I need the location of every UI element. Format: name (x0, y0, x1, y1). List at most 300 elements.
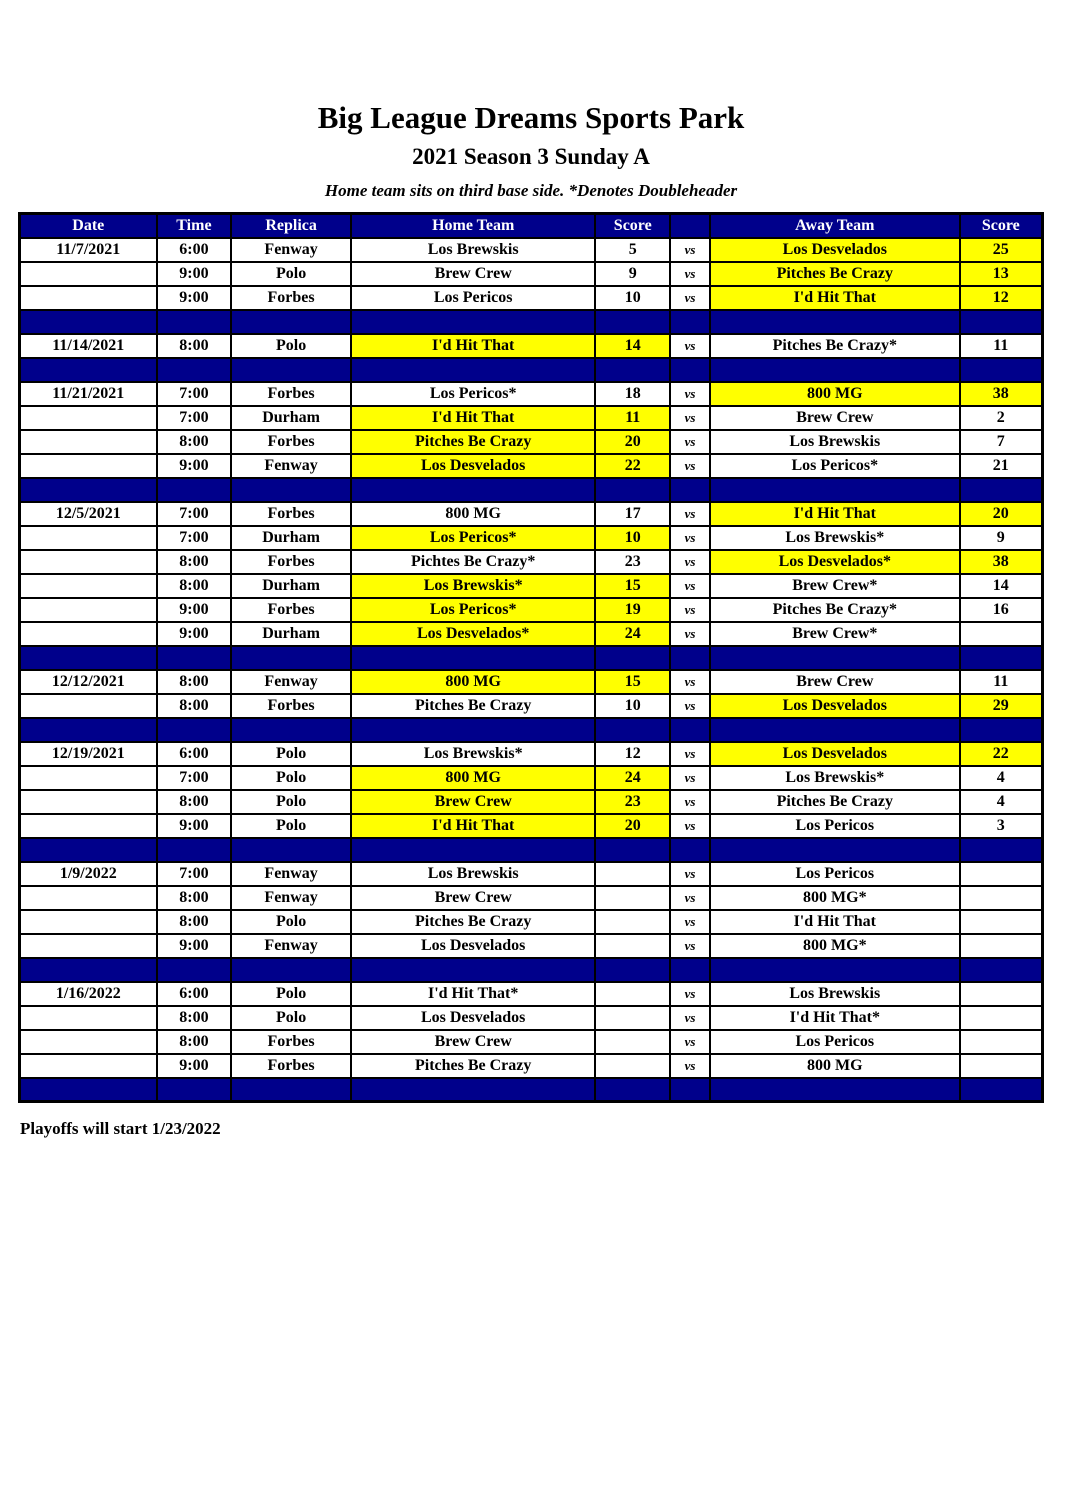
replica-cell: Polo (231, 982, 351, 1006)
separator-cell (351, 838, 595, 862)
home-score-cell (595, 1030, 670, 1054)
away-score-cell: 20 (960, 502, 1043, 526)
time-cell: 9:00 (157, 286, 232, 310)
game-row (20, 814, 1043, 838)
vs-cell: vs (670, 982, 710, 1006)
separator-cell (670, 1078, 710, 1102)
separator-row (20, 478, 1043, 502)
date-cell (20, 934, 157, 958)
date-cell (20, 574, 157, 598)
vs-cell: vs (670, 334, 710, 358)
home-team-cell: Los Pericos (351, 286, 595, 310)
game-row (20, 262, 1043, 286)
time-cell: 7:00 (157, 502, 232, 526)
schedule-body (20, 238, 1043, 1102)
away-score-cell: 38 (960, 550, 1043, 574)
date-cell (20, 598, 157, 622)
separator-cell (231, 478, 351, 502)
time-cell: 7:00 (157, 382, 232, 406)
time-cell: 8:00 (157, 1030, 232, 1054)
game-row (20, 766, 1043, 790)
vs-cell: vs (670, 622, 710, 646)
separator-cell (595, 958, 670, 982)
separator-cell (595, 310, 670, 334)
separator-cell (351, 646, 595, 670)
separator-cell (231, 958, 351, 982)
home-team-cell: Los Brewskis (351, 238, 595, 262)
time-cell: 8:00 (157, 886, 232, 910)
separator-cell (960, 1078, 1043, 1102)
replica-cell: Durham (231, 406, 351, 430)
home-team-cell: Pitches Be Crazy (351, 694, 595, 718)
replica-cell: Polo (231, 262, 351, 286)
home-team-cell: Brew Crew (351, 790, 595, 814)
away-team-cell: Los Desvelados* (710, 550, 960, 574)
away-score-cell: 22 (960, 742, 1043, 766)
game-row (20, 430, 1043, 454)
separator-cell (710, 478, 960, 502)
separator-cell (20, 838, 157, 862)
separator-cell (960, 310, 1043, 334)
separator-cell (20, 478, 157, 502)
home-score-cell: 15 (595, 574, 670, 598)
home-score-cell: 23 (595, 790, 670, 814)
game-row (20, 406, 1043, 430)
away-score-cell: 29 (960, 694, 1043, 718)
away-score-cell: 4 (960, 766, 1043, 790)
away-score-cell (960, 982, 1043, 1006)
replica-cell: Fenway (231, 238, 351, 262)
home-team-cell: I'd Hit That* (351, 982, 595, 1006)
game-row (20, 1030, 1043, 1054)
home-score-cell: 24 (595, 622, 670, 646)
col-header-replica: Replica (231, 214, 351, 238)
separator-cell (20, 646, 157, 670)
replica-cell: Forbes (231, 550, 351, 574)
away-team-cell: Los Desvelados (710, 238, 960, 262)
separator-cell (231, 1078, 351, 1102)
home-score-cell: 18 (595, 382, 670, 406)
home-team-cell: I'd Hit That (351, 406, 595, 430)
vs-cell: vs (670, 862, 710, 886)
away-score-cell: 25 (960, 238, 1043, 262)
date-cell (20, 622, 157, 646)
separator-cell (595, 838, 670, 862)
separator-cell (670, 718, 710, 742)
game-row (20, 286, 1043, 310)
separator-cell (710, 310, 960, 334)
home-score-cell: 10 (595, 694, 670, 718)
away-team-cell: Los Desvelados (710, 742, 960, 766)
vs-cell: vs (670, 670, 710, 694)
date-cell (20, 790, 157, 814)
home-score-cell (595, 1006, 670, 1030)
separator-cell (670, 838, 710, 862)
replica-cell: Fenway (231, 886, 351, 910)
away-score-cell: 16 (960, 598, 1043, 622)
vs-cell: vs (670, 574, 710, 598)
replica-cell: Polo (231, 910, 351, 934)
col-header-vs (670, 214, 710, 238)
col-header-away-team: Away Team (710, 214, 960, 238)
time-cell: 8:00 (157, 910, 232, 934)
home-score-cell: 22 (595, 454, 670, 478)
playoffs-note: Playoffs will start 1/23/2022 (20, 1119, 221, 1139)
replica-cell: Polo (231, 790, 351, 814)
separator-cell (710, 718, 960, 742)
time-cell: 9:00 (157, 598, 232, 622)
separator-cell (960, 478, 1043, 502)
time-cell: 7:00 (157, 862, 232, 886)
vs-cell: vs (670, 742, 710, 766)
away-score-cell: 4 (960, 790, 1043, 814)
away-score-cell: 13 (960, 262, 1043, 286)
time-cell: 8:00 (157, 334, 232, 358)
vs-cell: vs (670, 934, 710, 958)
col-header-home-team: Home Team (351, 214, 595, 238)
schedule-table (18, 212, 1044, 1103)
home-score-cell: 24 (595, 766, 670, 790)
time-cell: 6:00 (157, 742, 232, 766)
separator-row (20, 310, 1043, 334)
away-team-cell: Los Brewskis* (710, 526, 960, 550)
replica-cell: Durham (231, 622, 351, 646)
page-title: Big League Dreams Sports Park (317, 100, 745, 135)
separator-row (20, 1078, 1043, 1102)
separator-cell (595, 718, 670, 742)
separator-row (20, 358, 1043, 382)
replica-cell: Forbes (231, 694, 351, 718)
vs-cell: vs (670, 886, 710, 910)
replica-cell: Fenway (231, 934, 351, 958)
away-score-cell: 21 (960, 454, 1043, 478)
away-team-cell: Los Brewskis (710, 430, 960, 454)
replica-cell: Fenway (231, 454, 351, 478)
separator-cell (157, 718, 232, 742)
away-team-cell: 800 MG (710, 1054, 960, 1078)
game-row (20, 694, 1043, 718)
separator-cell (231, 646, 351, 670)
home-team-cell: Los Pericos* (351, 526, 595, 550)
away-score-cell: 11 (960, 670, 1043, 694)
game-row (20, 574, 1043, 598)
date-cell (20, 262, 157, 286)
separator-cell (351, 310, 595, 334)
separator-cell (20, 958, 157, 982)
away-score-cell: 2 (960, 406, 1043, 430)
home-team-cell: I'd Hit That (351, 814, 595, 838)
time-cell: 9:00 (157, 454, 232, 478)
vs-cell: vs (670, 286, 710, 310)
date-cell (20, 910, 157, 934)
game-row (20, 454, 1043, 478)
time-cell: 8:00 (157, 550, 232, 574)
home-score-cell: 14 (595, 334, 670, 358)
away-score-cell (960, 934, 1043, 958)
home-team-cell: I'd Hit That (351, 334, 595, 358)
away-team-cell: I'd Hit That* (710, 1006, 960, 1030)
home-score-cell: 20 (595, 430, 670, 454)
away-team-cell: I'd Hit That (710, 910, 960, 934)
date-cell: 12/12/2021 (20, 670, 157, 694)
game-row (20, 982, 1043, 1006)
game-row (20, 502, 1043, 526)
vs-cell: vs (670, 766, 710, 790)
separator-cell (670, 358, 710, 382)
vs-cell: vs (670, 694, 710, 718)
home-score-cell: 10 (595, 526, 670, 550)
separator-row (20, 838, 1043, 862)
away-team-cell: Pitches Be Crazy (710, 790, 960, 814)
home-team-cell: Los Desvelados (351, 1006, 595, 1030)
header-row (20, 214, 1043, 238)
game-row (20, 382, 1043, 406)
replica-cell: Fenway (231, 670, 351, 694)
date-cell (20, 814, 157, 838)
separator-cell (20, 358, 157, 382)
game-row (20, 1054, 1043, 1078)
time-cell: 8:00 (157, 1006, 232, 1030)
game-row (20, 934, 1043, 958)
time-cell: 8:00 (157, 430, 232, 454)
replica-cell: Durham (231, 574, 351, 598)
vs-cell: vs (670, 454, 710, 478)
separator-cell (670, 646, 710, 670)
time-cell: 7:00 (157, 406, 232, 430)
home-team-cell: 800 MG (351, 766, 595, 790)
away-team-cell: Pitches Be Crazy* (710, 598, 960, 622)
vs-cell: vs (670, 238, 710, 262)
game-row (20, 1006, 1043, 1030)
away-score-cell: 11 (960, 334, 1043, 358)
separator-cell (670, 310, 710, 334)
separator-cell (20, 1078, 157, 1102)
game-row (20, 622, 1043, 646)
date-cell (20, 1054, 157, 1078)
time-cell: 7:00 (157, 526, 232, 550)
separator-cell (351, 1078, 595, 1102)
separator-cell (157, 358, 232, 382)
replica-cell: Polo (231, 742, 351, 766)
game-row (20, 526, 1043, 550)
replica-cell: Polo (231, 334, 351, 358)
date-cell (20, 550, 157, 574)
separator-cell (595, 646, 670, 670)
home-team-cell: Los Pericos* (351, 382, 595, 406)
date-cell (20, 430, 157, 454)
home-score-cell (595, 886, 670, 910)
time-cell: 9:00 (157, 1054, 232, 1078)
away-score-cell: 7 (960, 430, 1043, 454)
away-team-cell: Los Desvelados (710, 694, 960, 718)
away-team-cell: Pitches Be Crazy* (710, 334, 960, 358)
home-score-cell: 9 (595, 262, 670, 286)
separator-cell (710, 358, 960, 382)
separator-cell (231, 718, 351, 742)
date-cell (20, 1006, 157, 1030)
vs-cell: vs (670, 1030, 710, 1054)
separator-row (20, 646, 1043, 670)
home-team-cell: Brew Crew (351, 886, 595, 910)
home-score-cell: 10 (595, 286, 670, 310)
separator-cell (670, 478, 710, 502)
home-score-cell (595, 982, 670, 1006)
date-cell (20, 454, 157, 478)
time-cell: 6:00 (157, 238, 232, 262)
home-team-cell: Los Desvelados (351, 454, 595, 478)
separator-cell (595, 1078, 670, 1102)
replica-cell: Forbes (231, 430, 351, 454)
home-team-cell: Los Brewskis* (351, 742, 595, 766)
date-cell: 11/21/2021 (20, 382, 157, 406)
date-cell: 12/19/2021 (20, 742, 157, 766)
vs-cell: vs (670, 814, 710, 838)
separator-cell (595, 358, 670, 382)
date-cell: 12/5/2021 (20, 502, 157, 526)
home-score-cell: 17 (595, 502, 670, 526)
separator-cell (710, 838, 960, 862)
vs-cell: vs (670, 1054, 710, 1078)
separator-cell (351, 478, 595, 502)
away-team-cell: 800 MG* (710, 934, 960, 958)
page-subtitle: 2021 Season 3 Sunday A (412, 144, 650, 170)
away-team-cell: Brew Crew (710, 406, 960, 430)
away-team-cell: 800 MG (710, 382, 960, 406)
replica-cell: Durham (231, 526, 351, 550)
home-score-cell (595, 934, 670, 958)
home-team-cell: Pitches Be Crazy (351, 1054, 595, 1078)
home-team-cell: Pichtes Be Crazy* (351, 550, 595, 574)
home-score-cell (595, 1054, 670, 1078)
date-cell (20, 406, 157, 430)
away-team-cell: Los Pericos (710, 1030, 960, 1054)
date-cell (20, 766, 157, 790)
date-cell: 11/14/2021 (20, 334, 157, 358)
col-header-away-score: Score (960, 214, 1043, 238)
time-cell: 8:00 (157, 790, 232, 814)
vs-cell: vs (670, 406, 710, 430)
header-block (18, 101, 1044, 201)
away-score-cell: 14 (960, 574, 1043, 598)
game-row (20, 790, 1043, 814)
home-score-cell: 11 (595, 406, 670, 430)
home-score-cell (595, 862, 670, 886)
away-score-cell: 3 (960, 814, 1043, 838)
away-team-cell: Los Brewskis (710, 982, 960, 1006)
date-cell: 1/9/2022 (20, 862, 157, 886)
away-score-cell: 38 (960, 382, 1043, 406)
vs-cell: vs (670, 550, 710, 574)
away-team-cell: I'd Hit That (710, 286, 960, 310)
separator-cell (351, 358, 595, 382)
time-cell: 8:00 (157, 670, 232, 694)
home-team-cell: Los Pericos* (351, 598, 595, 622)
away-team-cell: Brew Crew* (710, 622, 960, 646)
away-team-cell: Pitches Be Crazy (710, 262, 960, 286)
separator-row (20, 718, 1043, 742)
away-score-cell: 9 (960, 526, 1043, 550)
game-row (20, 862, 1043, 886)
away-score-cell (960, 910, 1043, 934)
vs-cell: vs (670, 430, 710, 454)
separator-row (20, 958, 1043, 982)
vs-cell: vs (670, 526, 710, 550)
home-team-cell: 800 MG (351, 670, 595, 694)
separator-cell (960, 838, 1043, 862)
separator-cell (670, 958, 710, 982)
away-score-cell (960, 1030, 1043, 1054)
vs-cell: vs (670, 502, 710, 526)
time-cell: 8:00 (157, 694, 232, 718)
home-team-cell: Pitches Be Crazy (351, 910, 595, 934)
vs-cell: vs (670, 262, 710, 286)
separator-cell (157, 838, 232, 862)
separator-cell (960, 358, 1043, 382)
separator-cell (960, 646, 1043, 670)
col-header-home-score: Score (595, 214, 670, 238)
away-team-cell: Brew Crew* (710, 574, 960, 598)
separator-cell (351, 718, 595, 742)
home-score-cell: 12 (595, 742, 670, 766)
vs-cell: vs (670, 382, 710, 406)
time-cell: 9:00 (157, 814, 232, 838)
time-cell: 9:00 (157, 622, 232, 646)
game-row (20, 334, 1043, 358)
home-team-cell: Los Desvelados* (351, 622, 595, 646)
separator-cell (710, 1078, 960, 1102)
game-row (20, 238, 1043, 262)
home-score-cell: 19 (595, 598, 670, 622)
replica-cell: Forbes (231, 598, 351, 622)
vs-cell: vs (670, 790, 710, 814)
time-cell: 9:00 (157, 262, 232, 286)
replica-cell: Polo (231, 1006, 351, 1030)
away-score-cell: 12 (960, 286, 1043, 310)
separator-cell (157, 478, 232, 502)
home-score-cell: 20 (595, 814, 670, 838)
away-team-cell: I'd Hit That (710, 502, 960, 526)
date-cell (20, 526, 157, 550)
home-score-cell: 15 (595, 670, 670, 694)
away-score-cell (960, 1054, 1043, 1078)
home-score-cell: 5 (595, 238, 670, 262)
separator-cell (960, 718, 1043, 742)
home-team-cell: Brew Crew (351, 262, 595, 286)
separator-cell (20, 718, 157, 742)
separator-cell (710, 646, 960, 670)
col-header-date: Date (20, 214, 157, 238)
replica-cell: Polo (231, 766, 351, 790)
date-cell (20, 286, 157, 310)
home-team-cell: Pitches Be Crazy (351, 430, 595, 454)
away-team-cell: Los Pericos* (710, 454, 960, 478)
home-team-cell: Brew Crew (351, 1030, 595, 1054)
vs-cell: vs (670, 1006, 710, 1030)
date-cell (20, 694, 157, 718)
home-team-cell: Los Brewskis (351, 862, 595, 886)
separator-cell (960, 958, 1043, 982)
away-team-cell: Los Pericos (710, 862, 960, 886)
page (0, 101, 1088, 1139)
replica-cell: Polo (231, 814, 351, 838)
time-cell: 9:00 (157, 934, 232, 958)
separator-cell (157, 646, 232, 670)
separator-cell (157, 310, 232, 334)
date-cell: 11/7/2021 (20, 238, 157, 262)
game-row (20, 886, 1043, 910)
schedule-note: Home team sits on third base side. *Denotes Doubleheader (324, 181, 738, 201)
away-score-cell (960, 622, 1043, 646)
